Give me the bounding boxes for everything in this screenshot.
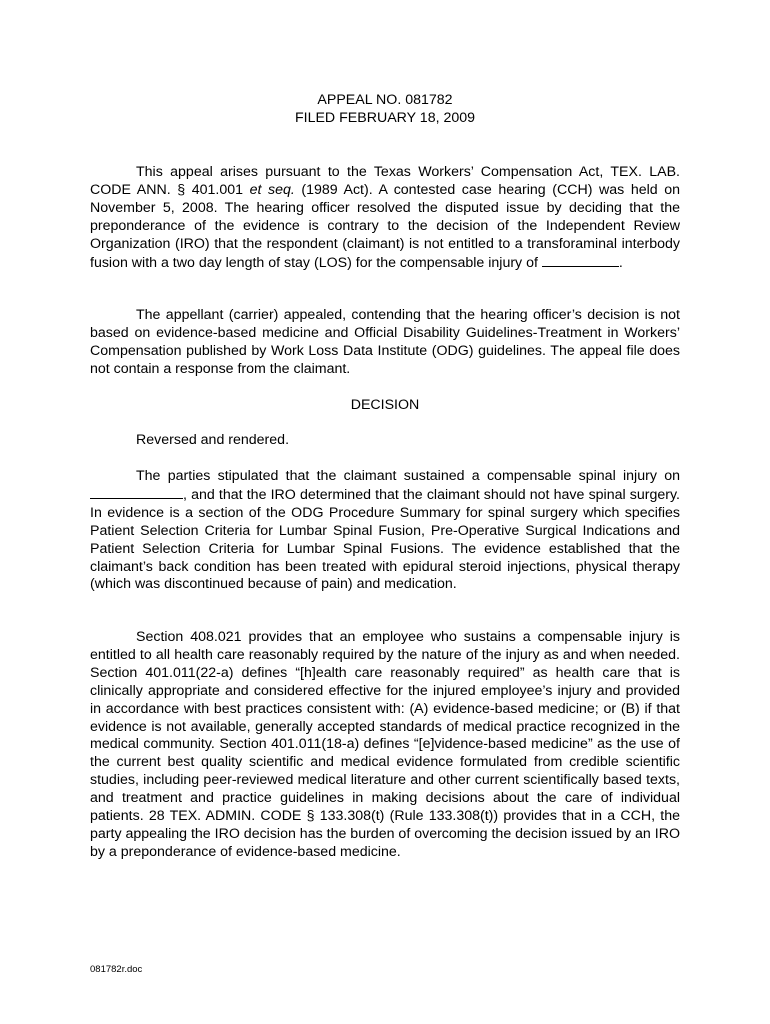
intro-italic: et seq. (249, 181, 295, 198)
stipulation-text-a: The parties stipulated that the claimant sustained a compensable spinal injury on (136, 468, 680, 484)
intro-text-a: This appeal arises pursuant to the Texas Workers’ Compensation Act, TEX. LAB. CODE ANN. § 401.001 (90, 164, 680, 198)
stipulation-text-b: , and that the IRO determined that the claimant should not have spinal surgery. In evidence is a section of the ODG Procedure Summary for spinal surgery which specifies Patient Selection Criteria for Lumbar Spinal Fusion, Pre-Operative Surgical Indications and Patient Selection Criteria for Lumbar Spinal Fusions. The evidence established that the claimant’s back condition has been treated with epidural steroid injections, physical therapy (which was discontinued because of pain) and medication. (90, 486, 680, 593)
intro-text-b: (1989 Act). A contested case hearing (CCH) was held on November 5, 2008. The hearing officer resolved the disputed issue by deciding that the preponderance of the evidence is contrary to the decision of the Independent Review Organization (IRO) that the respondent (claimant) is not entitled to a transforaminal interbody fusion with a two day length of stay (LOS) for the compensable injury of (90, 181, 681, 271)
filed-date: FILED FEBRUARY 18, 2009 (294, 110, 476, 126)
footer-filename: 081782r.doc (90, 964, 143, 975)
paragraph-intro (90, 164, 680, 272)
appeal-number: APPEAL NO. 081782 (317, 92, 453, 108)
paragraph-law: Section 408.021 provides that an employee who sustains a compensable injury is entitled to all health care reasonably required by the nature of the injury as and when needed. Section 401.011(22-a) defines “[h]ealth care reasonably required” as health care that is clinically appropriate and considered effective for the injured employee’s injury and provided in accordance with best practices consistent with: (A) evidence-based medicine; or (B) if that evidence is not available, generally accepted standards of medical practice recognized in the medical community. Section 401.011(18-a) defines “[e]vidence-based medicine” as the use of the current best quality scientific and medical evidence formulated from credible scientific studies, including peer-reviewed medical literature and other current scientifically based texts, and treatment and practice guidelines in making decisions about the care of individual patients. 28 TEX. ADMIN. CODE § 133.308(t) (Rule 133.308(t)) provides that in a CCH, the party appealing the IRO decision has the burden of overcoming the decision issued by an IRO by a preponderance of evidence-based medicine. (90, 629, 680, 860)
paragraph-stipulation (90, 468, 680, 594)
intro-text-end: . (618, 254, 623, 271)
decision-heading: DECISION (350, 397, 420, 413)
paragraph-appeal: The appellant (carrier) appealed, contending that the hearing officer’s decision is not based on evidence-based medicine and Official Disability Guidelines-Treatment in Workers’ Compensation published by Work Loss Data Institute (ODG) guidelines. The appeal file does not contain a response from the claimant. (90, 307, 680, 377)
injury-date-blank (542, 254, 619, 267)
ruling-text: Reversed and rendered. (136, 432, 290, 448)
stipulation-date-blank (90, 486, 183, 499)
